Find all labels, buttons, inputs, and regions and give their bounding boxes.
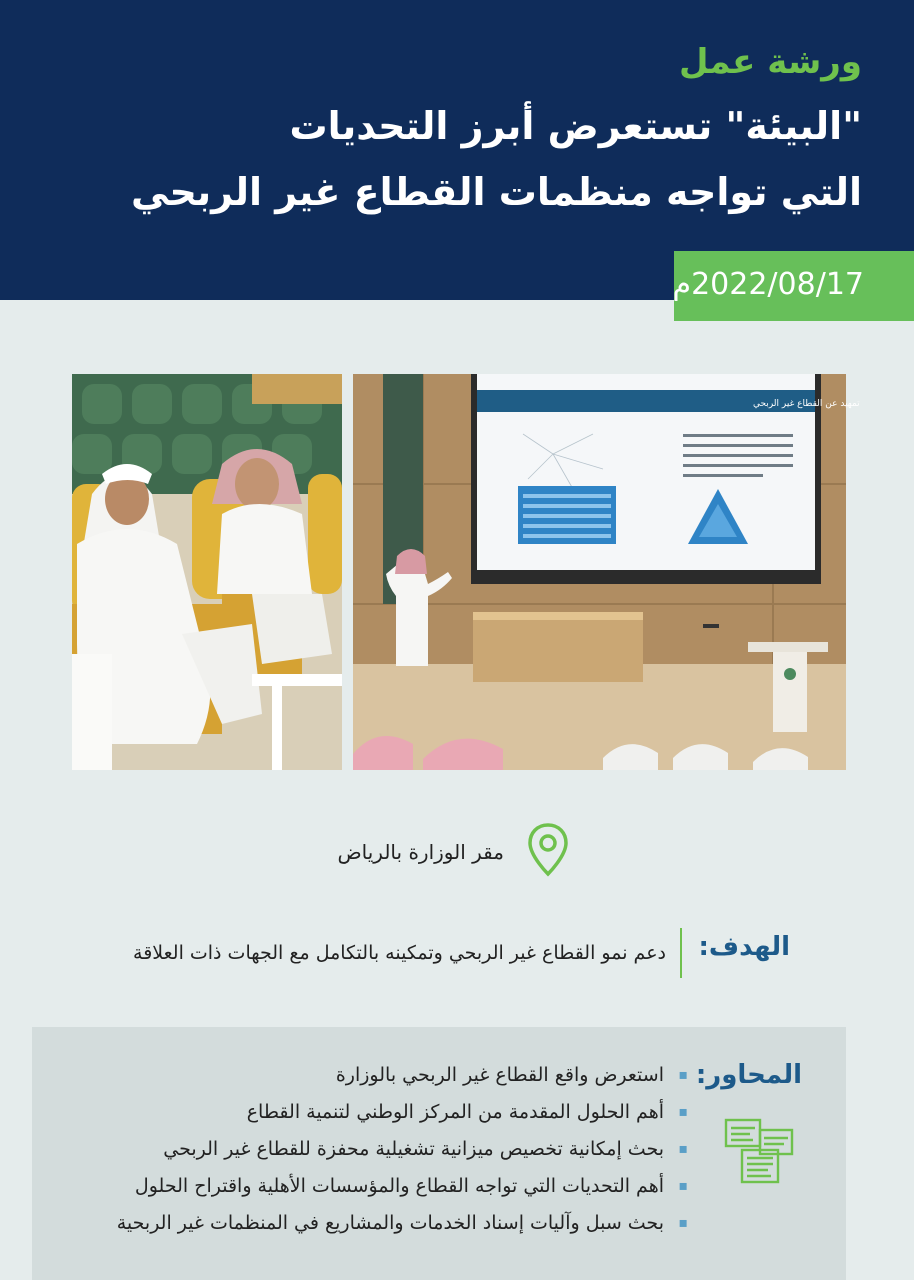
location-pin-icon bbox=[526, 822, 570, 878]
attendees-photo bbox=[72, 374, 342, 770]
axes-item: ▪ بحث سبل وآليات إسناد الخدمات والمشاريع في المنظمات غير الربحية bbox=[117, 1210, 688, 1247]
presentation-photo-illustration bbox=[353, 374, 860, 770]
axes-list bbox=[117, 1062, 688, 1247]
axes-item: ▪ استعرض واقع القطاع غير الربحي بالوزارة bbox=[117, 1062, 688, 1099]
goal-divider bbox=[680, 928, 682, 978]
goal-text: دعم نمو القطاع غير الربحي وتمكينه بالتكامل مع الجهات ذات العلاقة bbox=[133, 942, 666, 964]
slide-title: تمهيد عن القطاع غير الربحي bbox=[753, 399, 860, 409]
presentation-photo bbox=[353, 374, 860, 770]
workshop-kicker: ورشة عمل bbox=[679, 42, 862, 82]
goal-label: الهدف: bbox=[698, 932, 790, 962]
title-line-1: "البيئة" تستعرض أبرز التحديات bbox=[289, 104, 862, 148]
date-text: 2022/08/17م bbox=[672, 267, 864, 302]
axes-item: ▪ أهم الحلول المقدمة من المركز الوطني لتنمية القطاع bbox=[117, 1099, 688, 1136]
documents-icon bbox=[724, 1118, 796, 1186]
axes-label: المحاور: bbox=[695, 1060, 802, 1090]
attendees-photo-illustration bbox=[72, 374, 342, 770]
axes-item: ▪ بحث إمكانية تخصيص ميزانية تشغيلية محفزة للقطاع غير الربحي bbox=[117, 1136, 688, 1173]
title-line-2: التي تواجه منظمات القطاع غير الربحي bbox=[131, 170, 862, 214]
date-badge bbox=[674, 251, 914, 321]
axes-item: ▪ أهم التحديات التي تواجه القطاع والمؤسسات الأهلية واقتراح الحلول bbox=[117, 1173, 688, 1210]
location-text: مقر الوزارة بالرياض bbox=[337, 840, 504, 864]
